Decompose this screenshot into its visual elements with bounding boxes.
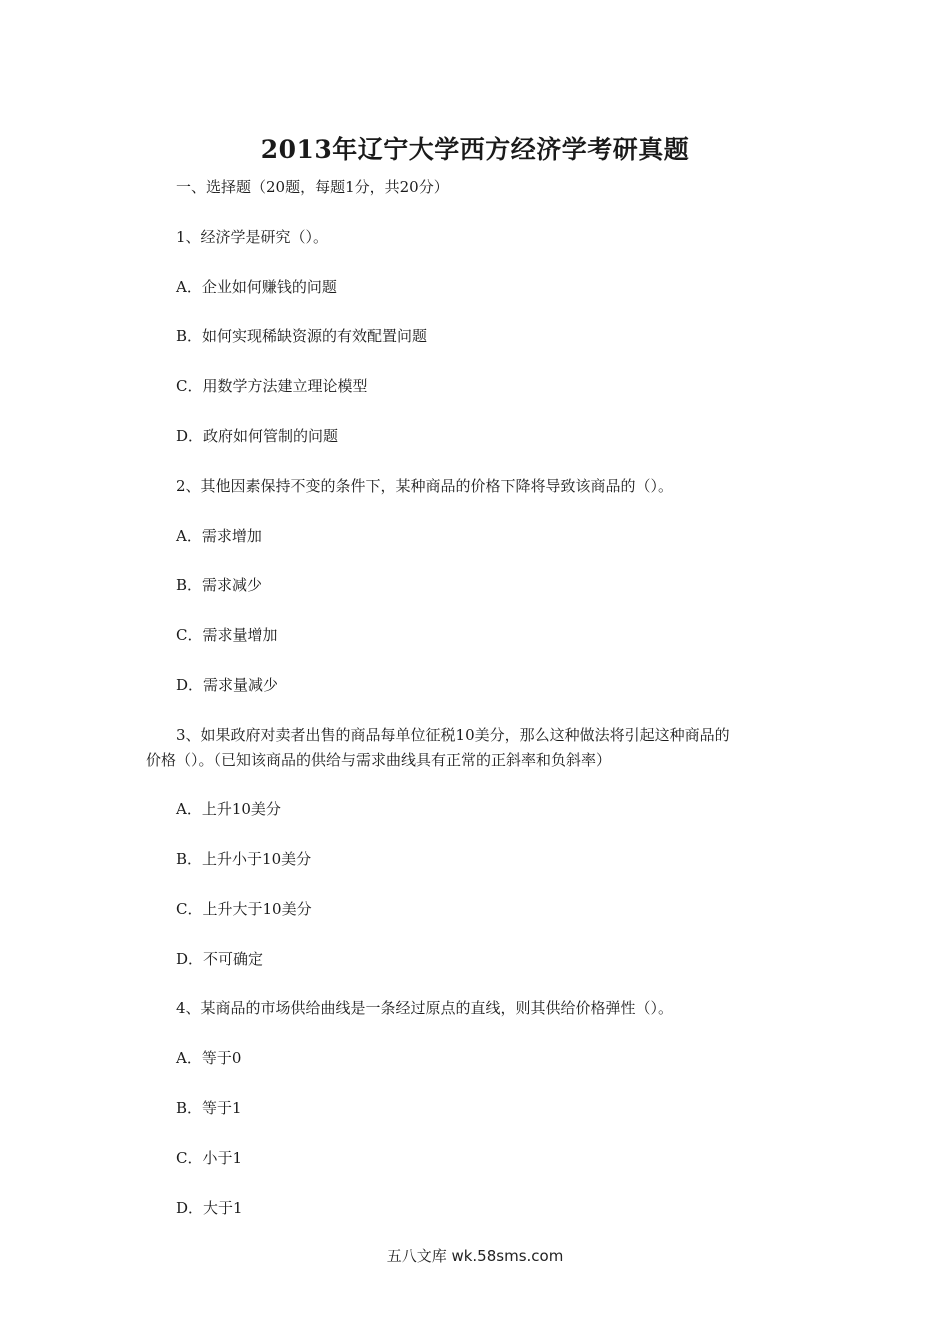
question-1-stem: 1、经济学是研究（）。 bbox=[176, 228, 329, 246]
question-4-stem: 4、某商品的市场供给曲线是一条经过原点的直线，则其供给价格弹性（）。 bbox=[176, 999, 674, 1017]
question-1-option-d: D．政府如何管制的问题 bbox=[176, 427, 339, 445]
section-heading: 一、选择题（20题，每题1分，共20分） bbox=[176, 178, 449, 196]
question-3-stem-line-2: 价格（）。（已知该商品的供给与需求曲线具有正常的正斜率和负斜率） bbox=[146, 751, 612, 769]
question-3-option-b: B．上升小于10美分 bbox=[176, 850, 312, 868]
question-2-stem: 2、其他因素保持不变的条件下，某种商品的价格下降将导致该商品的（）。 bbox=[176, 477, 674, 495]
page-footer: 五八文库 wk.58sms.com bbox=[386, 1247, 564, 1265]
question-2-option-d: D．需求量减少 bbox=[176, 676, 279, 694]
question-2-option-b: B．需求减少 bbox=[176, 576, 263, 594]
question-4-option-b: B．等于1 bbox=[176, 1099, 242, 1117]
question-3-stem-line-1: 3、如果政府对卖者出售的商品每单位征税10美分，那么这种做法将引起这种商品的 bbox=[176, 726, 730, 744]
question-4-option-d: D．大于1 bbox=[176, 1199, 243, 1217]
question-2-option-a: A．需求增加 bbox=[176, 527, 262, 545]
question-3-option-c: C．上升大于10美分 bbox=[176, 900, 312, 918]
question-1-option-c: C．用数学方法建立理论模型 bbox=[176, 377, 368, 395]
question-3-option-a: A．上升10美分 bbox=[176, 800, 281, 818]
question-3-option-d: D．不可确定 bbox=[176, 950, 264, 968]
question-4-option-c: C．小于1 bbox=[176, 1149, 243, 1167]
page-title: 2013年辽宁大学西方经济学考研真题 bbox=[260, 135, 690, 164]
question-4-option-a: A．等于0 bbox=[176, 1049, 242, 1067]
question-2-option-c: C．需求量增加 bbox=[176, 626, 278, 644]
question-1-option-b: B．如何实现稀缺资源的有效配置问题 bbox=[176, 327, 428, 345]
question-1-option-a: A．企业如何赚钱的问题 bbox=[176, 278, 337, 296]
